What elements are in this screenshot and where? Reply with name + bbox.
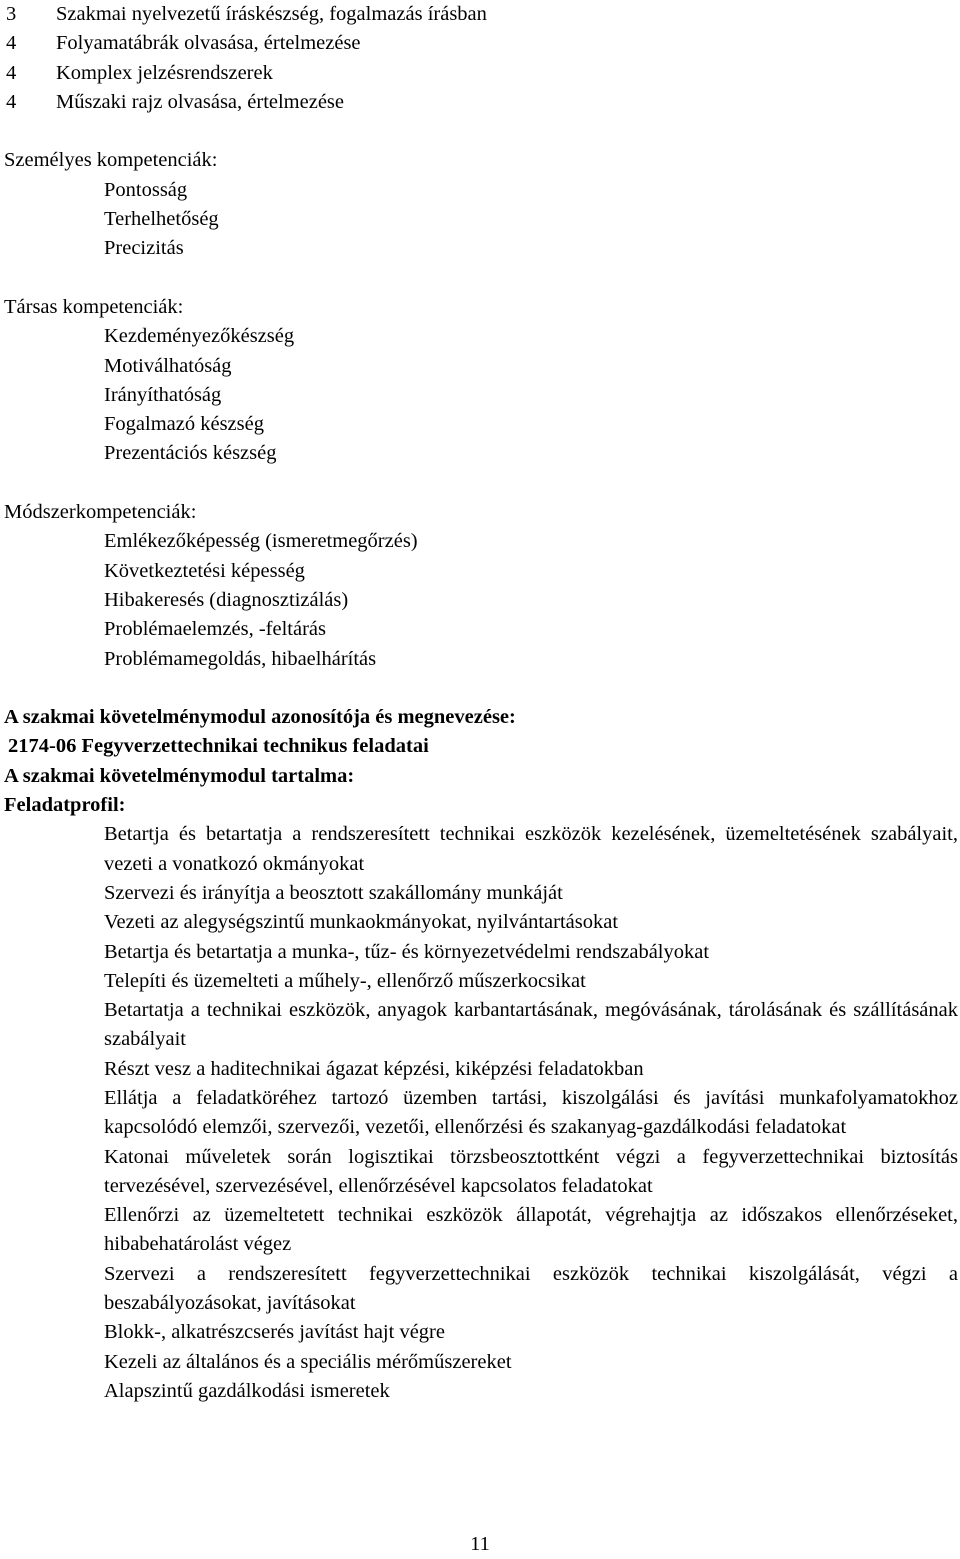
section-heading: Személyes kompetenciák: bbox=[4, 149, 218, 172]
personal-competencies bbox=[4, 146, 958, 263]
task-item: Vezeti az alegységszintű munkaokmányokat, nyilvántartásokat bbox=[104, 911, 619, 934]
list-item: Problémaelemzés, -feltárás bbox=[104, 618, 326, 641]
list-item: Precizitás bbox=[104, 237, 184, 260]
skill-level-number: 4 bbox=[6, 61, 17, 84]
skill-level-text: Komplex jelzésrendszerek bbox=[56, 61, 273, 84]
list-item: Pontosság bbox=[104, 178, 188, 201]
skill-level-number: 4 bbox=[6, 90, 17, 113]
task-item: Betartja és betartatja a munka-, tűz- és környezetvédelmi rendszabályokat bbox=[104, 940, 710, 963]
task-item: Részt vesz a haditechnikai ágazat képzési, kiképzési feladatokban bbox=[104, 1057, 644, 1080]
skill-level-row bbox=[4, 0, 958, 29]
task-item: Szervezi a rendszeresített fegyverzettechnikai eszközök technikai kiszolgálását, végzi a beszabályozásokat, javításokat bbox=[104, 1262, 958, 1315]
skill-level-number: 3 bbox=[6, 3, 17, 25]
skill-level-text: Folyamatábrák olvasása, értelmezése bbox=[56, 32, 361, 55]
document-page bbox=[4, 0, 958, 1406]
task-item: Betartja és betartatja a rendszeresített technikai eszközök kezelésének, üzemeltetésének szabályait, vezeti a vonatkozó okmányokat bbox=[104, 823, 958, 875]
module-header bbox=[4, 703, 958, 820]
skill-level-row bbox=[4, 29, 958, 58]
task-item: Szervezi és irányítja a beosztott szakállomány munkáját bbox=[104, 881, 563, 904]
module-id-heading: A szakmai követelménymodul azonosítója és megnevezése: bbox=[4, 706, 516, 729]
skill-level-row bbox=[4, 88, 958, 117]
module-content-heading: A szakmai követelménymodul tartalma: bbox=[4, 764, 355, 787]
task-item: Telepíti és üzemelteti a műhely-, ellenőrző műszerkocsikat bbox=[104, 969, 586, 992]
list-item: Hibakeresés (diagnosztizálás) bbox=[104, 588, 349, 611]
section-heading: Társas kompetenciák: bbox=[4, 295, 184, 318]
skill-level-text: Szakmai nyelvezetű íráskészség, fogalmazás írásban bbox=[56, 3, 487, 25]
list-item: Emlékezőképesség (ismeretmegőrzés) bbox=[104, 530, 418, 553]
task-item: Katonai műveletek során logisztikai törzsbeosztottként végzi a fegyverzettechnikai biztosítás tervezésével, szervezésével, ellenőrzésével kapcsolatos feladatokat bbox=[104, 1145, 958, 1197]
task-item: Kezeli az általános és a speciális mérőműszereket bbox=[104, 1350, 512, 1373]
profile-heading: Feladatprofil: bbox=[4, 794, 126, 817]
skill-level-number: 4 bbox=[6, 32, 17, 55]
skill-level-list bbox=[4, 0, 958, 117]
list-item: Motiválhatóság bbox=[104, 354, 232, 377]
module-id-value: 2174-06 Fegyverzettechnikai technikus feladatai bbox=[8, 735, 429, 758]
spacer bbox=[4, 674, 958, 703]
spacer bbox=[4, 117, 958, 146]
task-list bbox=[4, 820, 958, 1406]
skill-level-text: Műszaki rajz olvasása, értelmezése bbox=[56, 90, 345, 113]
list-item: Terhelhetőség bbox=[104, 208, 219, 231]
social-competencies bbox=[4, 293, 958, 469]
spacer bbox=[4, 264, 958, 293]
method-competencies bbox=[4, 498, 958, 674]
task-item: Ellenőrzi az üzemeltetett technikai eszközök állapotát, végrehajtja az időszakos ellenőrzéseket, hibabehatárolást végez bbox=[104, 1204, 958, 1256]
skill-level-row bbox=[4, 59, 958, 88]
spacer bbox=[4, 469, 958, 498]
task-item: Blokk-, alkatrészcserés javítást hajt végre bbox=[104, 1321, 445, 1344]
task-item: Betartatja a technikai eszközök, anyagok karbantartásának, megóvásának, tárolásának és szállításának szabályait bbox=[104, 999, 958, 1051]
page-number: 11 bbox=[470, 1533, 490, 1555]
list-item: Fogalmazó készség bbox=[104, 413, 264, 436]
list-item: Prezentációs készség bbox=[104, 442, 277, 465]
task-item: Alapszintű gazdálkodási ismeretek bbox=[104, 1379, 390, 1402]
section-heading: Módszerkompetenciák: bbox=[4, 501, 197, 524]
task-item: Ellátja a feladatköréhez tartozó üzemben tartási, kiszolgálási és javítási munkafolyamatokhoz kapcsolódó elemzői, szervezői, vezetői, ellenőrzési és szakanyag-gazdálkodási feladatokat bbox=[104, 1086, 958, 1139]
list-item: Következtetési képesség bbox=[104, 559, 305, 582]
list-item: Problémamegoldás, hibaelhárítás bbox=[104, 647, 377, 670]
list-item: Irányíthatóság bbox=[104, 383, 222, 406]
list-item: Kezdeményezőkészség bbox=[104, 325, 295, 348]
